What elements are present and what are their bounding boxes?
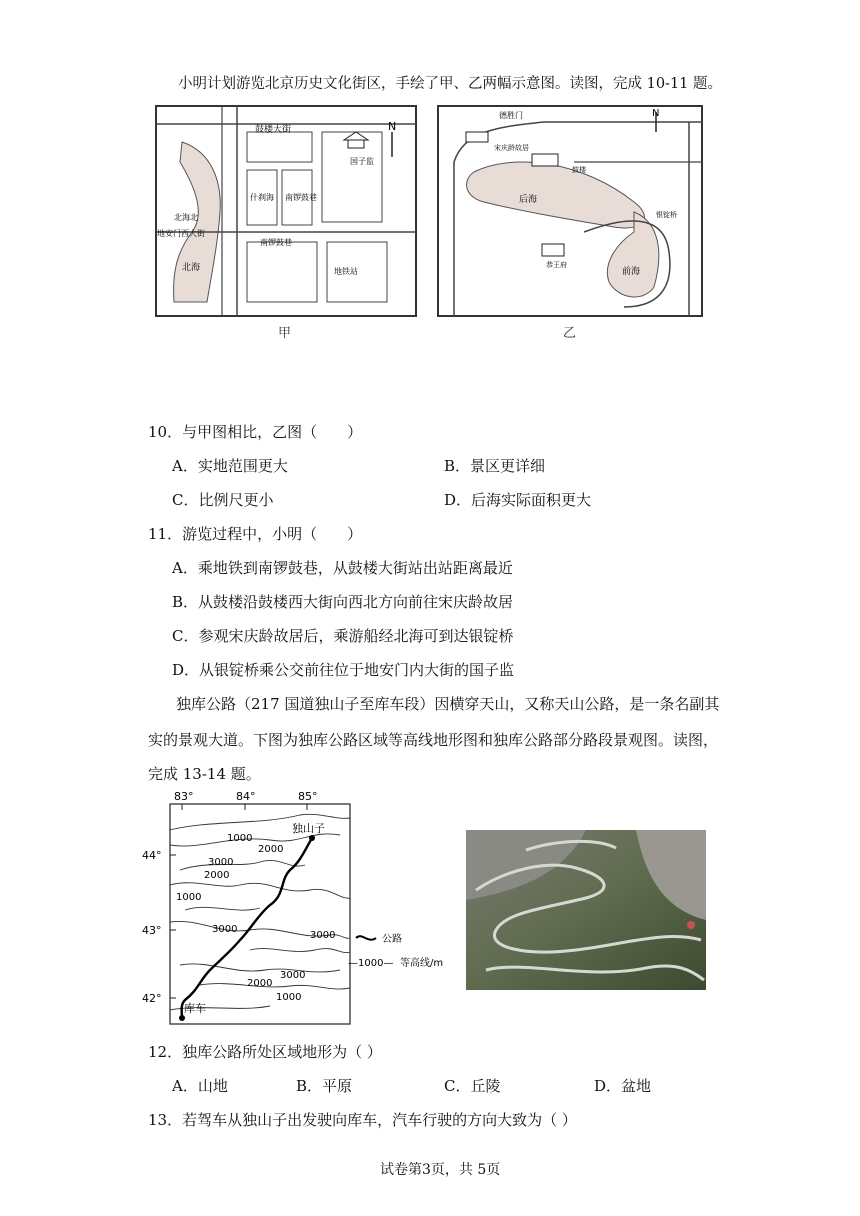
q12-stem: 12．独库公路所处区域地形为（ ） — [148, 1043, 382, 1061]
q12-option-b[interactable]: B．平原 — [296, 1077, 353, 1095]
q10-option-b[interactable]: B．景区更详细 — [444, 457, 546, 475]
svg-text:1000: 1000 — [276, 992, 302, 1003]
svg-text:鼓楼大街: 鼓楼大街 — [255, 125, 292, 135]
intro-text-2-line3: 完成 13-14 题。 — [148, 765, 261, 783]
q12-option-a[interactable]: A．山地 — [172, 1077, 228, 1095]
place-kuche: 库车 — [184, 1002, 206, 1015]
svg-text:恭王府: 恭王府 — [546, 261, 567, 269]
svg-text:鼓楼: 鼓楼 — [572, 166, 586, 174]
q10-stem: 10．与甲图相比，乙图（ ） — [148, 423, 363, 441]
map-yi — [434, 102, 706, 320]
svg-text:南锣鼓巷: 南锣鼓巷 — [285, 193, 317, 202]
north-arrow-yi: N — [652, 108, 660, 119]
svg-text:2000: 2000 — [247, 978, 273, 989]
q10-option-d[interactable]: D．后海实际面积更大 — [444, 491, 592, 509]
intro-text-2-line2: 实的景观大道。下图为独库公路区域等高线地形图和独库公路部分路段景观图。读图， — [148, 731, 719, 749]
legend-contour-sample: —1000— — [348, 958, 394, 969]
intro-text-2-line1: 独库公路（217 国道独山子至库车段）因横穿天山，又称天山公路，是一条名副其 — [176, 695, 720, 713]
north-arrow-jia: N — [388, 120, 397, 133]
svg-text:南锣鼓巷: 南锣鼓巷 — [260, 238, 292, 247]
q11-stem: 11．游览过程中，小明（ ） — [148, 525, 363, 543]
lat-tick: 42° — [142, 992, 162, 1005]
q12-option-c[interactable]: C．丘陵 — [444, 1077, 501, 1095]
svg-text:2000: 2000 — [204, 870, 230, 881]
lon-tick: 84° — [236, 790, 256, 803]
svg-text:1000: 1000 — [176, 892, 202, 903]
legend-road: 公路 — [382, 934, 402, 945]
q12-option-d[interactable]: D．盆地 — [594, 1077, 652, 1095]
svg-text:3000: 3000 — [208, 857, 234, 868]
caption-yi: 乙 — [563, 326, 577, 341]
svg-text:3000: 3000 — [280, 970, 306, 981]
svg-text:北海: 北海 — [182, 263, 201, 273]
svg-text:1000: 1000 — [227, 833, 253, 844]
svg-text:前海: 前海 — [622, 267, 641, 277]
svg-text:北海北: 北海北 — [174, 213, 198, 222]
q13-stem: 13．若驾车从独山子出发驶向库车，汽车行驶的方向大致为（ ） — [148, 1111, 577, 1129]
svg-text:3000: 3000 — [310, 930, 336, 941]
road-landscape-photo — [466, 830, 706, 990]
lat-tick: 44° — [142, 849, 162, 862]
q11-option-d[interactable]: D．从银锭桥乘公交前往位于地安门内大街的国子监 — [172, 661, 515, 679]
svg-text:什刹海: 什刹海 — [250, 193, 274, 202]
q10-option-c[interactable]: C．比例尺更小 — [172, 491, 274, 509]
svg-text:2000: 2000 — [258, 844, 284, 855]
place-dushanzi: 独山子 — [292, 822, 325, 835]
svg-text:国子监: 国子监 — [350, 157, 374, 166]
page-footer: 试卷第3页，共 5页 — [380, 1162, 501, 1178]
contour-map — [140, 790, 460, 1030]
map-jia — [152, 102, 420, 320]
q10-option-a[interactable]: A．实地范围更大 — [172, 457, 288, 475]
lat-tick: 43° — [142, 924, 162, 937]
intro-text-1: 小明计划游览北京历史文化街区，手绘了甲、乙两幅示意图。读图，完成 10-11 题。 — [178, 76, 723, 92]
svg-text:地铁站: 地铁站 — [334, 267, 358, 276]
q11-option-b[interactable]: B．从鼓楼沿鼓楼西大街向西北方向前往宋庆龄故居 — [172, 593, 514, 611]
svg-text:宋庆龄故居: 宋庆龄故居 — [494, 144, 529, 152]
legend-contour: 等高线/m — [400, 958, 444, 969]
lon-tick: 83° — [174, 790, 194, 803]
svg-text:后海: 后海 — [519, 195, 538, 205]
lon-tick: 85° — [298, 790, 318, 803]
q11-option-c[interactable]: C．参观宋庆龄故居后，乘游船经北海可到达银锭桥 — [172, 627, 514, 645]
caption-jia: 甲 — [278, 326, 292, 341]
svg-text:地安门西大街: 地安门西大街 — [157, 229, 205, 238]
q11-option-a[interactable]: A．乘地铁到南锣鼓巷，从鼓楼大街站出站距离最近 — [172, 559, 513, 577]
svg-text:德胜门: 德胜门 — [499, 111, 523, 120]
svg-text:银锭桥: 银锭桥 — [656, 211, 677, 219]
svg-text:3000: 3000 — [212, 924, 238, 935]
